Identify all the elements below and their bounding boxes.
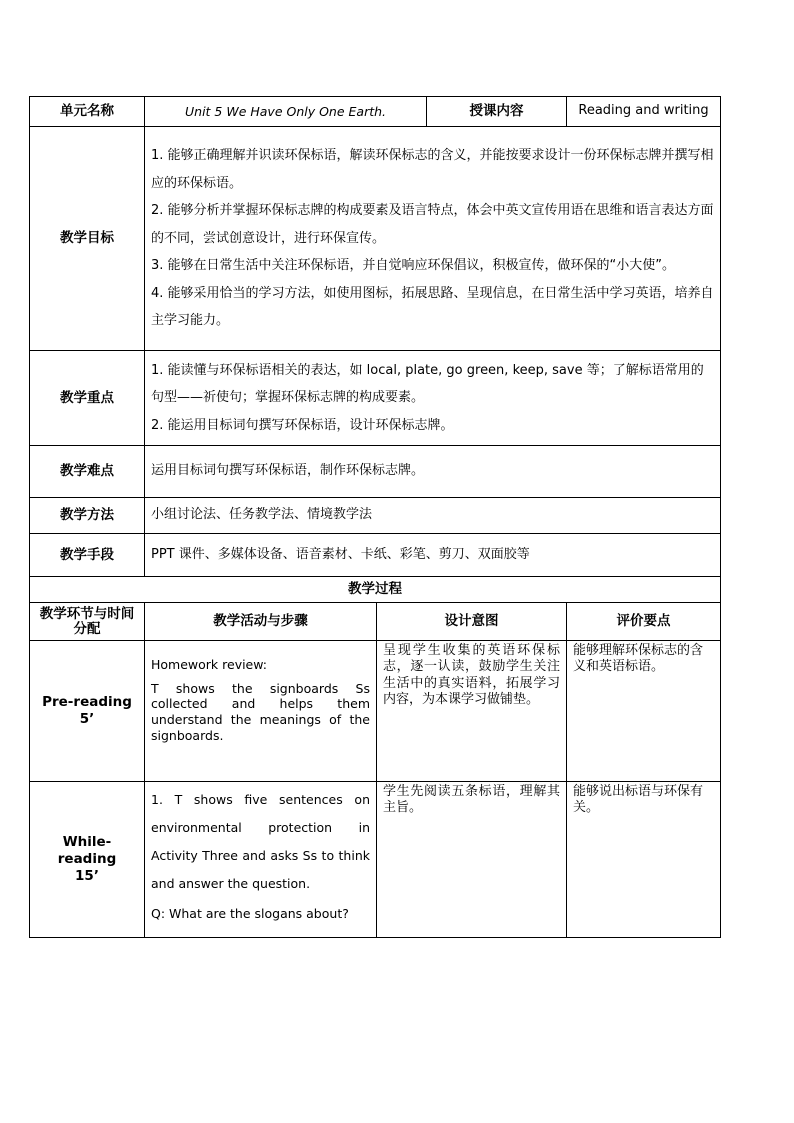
- tools-value: PPT 课件、多媒体设备、语音素材、卡纸、彩笔、剪刀、双面胶等: [145, 534, 721, 577]
- difficulties-label: 教学难点: [30, 446, 145, 498]
- stage-cell: [30, 641, 145, 782]
- unit-row: [30, 97, 721, 127]
- stage-time: 15’: [75, 867, 99, 884]
- objective-item: 3. 能够在日常生活中关注环保标语，并自觉响应环保倡议，积极宣传，做环保的“小大使”。: [151, 258, 676, 274]
- difficulties-value: 运用目标词句撰写环保标语，制作环保标志牌。: [145, 446, 721, 498]
- key-points-row: [30, 351, 721, 446]
- activity-body: T shows the signboards Ss collected and helps them understand the meanings of the signboards.: [151, 680, 370, 743]
- activity-title: 1. T shows five sentences on environmental protection in Activity Three and asks Ss to think and answer the question.: [151, 792, 370, 891]
- key-points-label: 教学重点: [30, 351, 145, 446]
- col-activity-header: 教学活动与步骤: [145, 603, 377, 641]
- intent-cell: 呈现学生收集的英语环保标志，逐一认读，鼓励学生关注生活中的真实语料，拓展学习内容，为本课学习做铺垫。: [377, 641, 567, 782]
- eval-cell: 能够说出标语与环保有关。: [567, 782, 721, 938]
- process-row-while-reading: [30, 782, 721, 938]
- key-point-item: 1. 能读懂与环保标语相关的表达，如 local, plate, go green, keep, save 等；了解标语常用的句型——祈使句；掌握环保标志牌的构成要素。: [151, 362, 704, 406]
- key-point-item: 2. 能运用目标词句撰写环保标语，设计环保标志牌。: [151, 417, 454, 433]
- process-header-row: [30, 603, 721, 641]
- col-intent-header: 设计意图: [377, 603, 567, 641]
- objective-item: 1. 能够正确理解并识读环保标语，解读环保标志的含义，并能按要求设计一份环保标志牌并撰写相应的环保标语。: [151, 148, 714, 191]
- stage-time: 5’: [79, 711, 95, 727]
- methods-value: 小组讨论法、任务教学法、情境教学法: [145, 498, 721, 534]
- stage-name: While-reading: [57, 834, 117, 868]
- stage-name: Pre-reading: [42, 694, 132, 711]
- difficulties-row: [30, 446, 721, 498]
- col-eval-header: 评价要点: [567, 603, 721, 641]
- content-value: Reading and writing: [567, 97, 721, 127]
- unit-value: Unit 5 We Have Only One Earth.: [145, 97, 427, 127]
- content-label: 授课内容: [427, 97, 567, 127]
- objectives-label: 教学目标: [30, 127, 145, 351]
- key-points-list: [145, 351, 721, 446]
- methods-row: [30, 498, 721, 534]
- objectives-row: [30, 127, 721, 351]
- methods-label: 教学方法: [30, 498, 145, 534]
- tools-label: 教学手段: [30, 534, 145, 577]
- activity-title: Homework review:: [151, 657, 268, 672]
- activity-cell: [145, 782, 377, 938]
- col-stage-header: 教学环节与时间分配: [30, 603, 145, 641]
- eval-cell: 能够理解环保标志的含义和英语标语。: [567, 641, 721, 782]
- process-title-row: [30, 577, 721, 603]
- lesson-plan-table: [29, 96, 721, 938]
- objectives-list: [145, 127, 721, 351]
- process-row-pre-reading: [30, 641, 721, 782]
- intent-cell: 学生先阅读五条标语，理解其主旨。: [377, 782, 567, 938]
- stage-cell: [30, 782, 145, 938]
- tools-row: [30, 534, 721, 577]
- activity-body: Q: What are the slogans about?: [151, 906, 349, 921]
- unit-label: 单元名称: [30, 97, 145, 127]
- objective-item: 4. 能够采用恰当的学习方法，如使用图标，拓展思路、呈现信息，在日常生活中学习英语，培养自主学习能力。: [151, 285, 714, 329]
- objective-item: 2. 能够分析并掌握环保标志牌的构成要素及语言特点，体会中英文宣传用语在思维和语言表达方面的不同，尝试创意设计，进行环保宣传。: [151, 203, 714, 246]
- activity-cell: [145, 641, 377, 782]
- process-title: 教学过程: [30, 577, 721, 603]
